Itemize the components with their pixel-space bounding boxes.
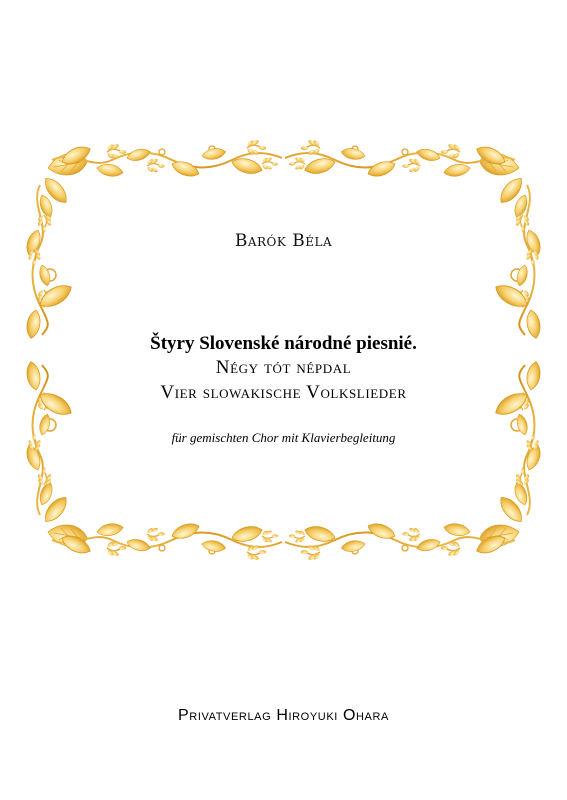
title-hungarian: Négy tót népdal <box>215 357 352 378</box>
publisher-name: Privatverlag Hiroyuki Ohara <box>178 707 389 724</box>
composer-name: Barók Béla <box>234 231 333 251</box>
title-slovak: Štyry Slovenské národné piesnié. <box>150 333 417 354</box>
subtitle-instrumentation: für gemischten Chor mit Klavierbegleitung <box>171 430 396 445</box>
title-german: Vier slowakische Volkslieder <box>160 382 407 403</box>
